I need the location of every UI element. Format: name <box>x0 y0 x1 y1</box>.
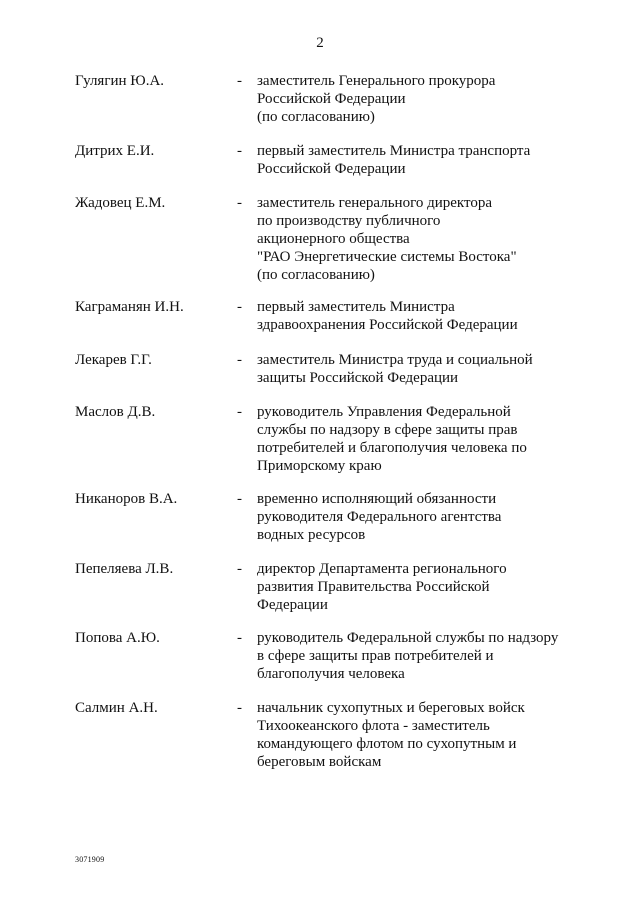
dash-separator: - <box>237 195 242 211</box>
position-line: Приморскому краю <box>257 458 382 474</box>
position-line: заместитель Министра труда и социальной <box>257 352 533 368</box>
position-line: службы по надзору в сфере защиты прав <box>257 422 518 438</box>
person-name: Попова А.Ю. <box>75 630 160 646</box>
position-line: Российской Федерации <box>257 91 406 107</box>
position-line: первый заместитель Министра транспорта <box>257 143 531 159</box>
position-line: в сфере защиты прав потребителей и <box>257 648 494 664</box>
person-name: Пепеляева Л.В. <box>75 561 174 577</box>
page-number: 2 <box>316 35 324 51</box>
position-line: (по согласованию) <box>257 267 375 283</box>
position-line: начальник сухопутных и береговых войск <box>257 700 525 716</box>
person-name: Маслов Д.В. <box>75 404 156 420</box>
position-line: водных ресурсов <box>257 527 366 543</box>
position-description <box>257 629 587 683</box>
position-line: Тихоокеанского флота - заместитель <box>257 718 490 734</box>
position-line: руководителя Федерального агентства <box>257 509 502 525</box>
person-name: Гулягин Ю.А. <box>75 73 165 89</box>
person-name: Никаноров В.А. <box>75 491 178 507</box>
position-line: береговым войскам <box>257 754 382 770</box>
person-name: Салмин А.Н. <box>75 700 158 716</box>
position-description <box>257 490 587 544</box>
position-description <box>257 142 587 178</box>
position-line: директор Департамента регионального <box>257 561 507 577</box>
position-description <box>257 699 587 771</box>
position-line: развития Правительства Российской <box>257 579 490 595</box>
position-description <box>257 351 587 387</box>
dash-separator: - <box>237 561 242 577</box>
person-name: Жадовец Е.М. <box>75 195 166 211</box>
dash-separator: - <box>237 491 242 507</box>
position-line: заместитель генерального директора <box>257 195 493 211</box>
position-line: заместитель Генерального прокурора <box>257 73 496 89</box>
position-line: (по согласованию) <box>257 109 375 125</box>
position-description <box>257 194 587 284</box>
document-code: 3071909 <box>75 855 105 864</box>
position-line: Федерации <box>257 597 328 613</box>
person-name: Дитрих Е.И. <box>75 143 155 159</box>
position-line: по производству публичного <box>257 213 441 229</box>
position-description <box>257 560 587 614</box>
position-line: благополучия человека <box>257 666 405 682</box>
position-line: Российской Федерации <box>257 161 406 177</box>
position-description <box>257 403 587 475</box>
position-line: здравоохранения Российской Федерации <box>257 317 518 333</box>
dash-separator: - <box>237 404 242 420</box>
dash-separator: - <box>237 299 242 315</box>
position-line: "РАО Энергетические системы Востока" <box>257 249 517 265</box>
position-description <box>257 298 587 334</box>
person-name: Лекарев Г.Г. <box>75 352 152 368</box>
dash-separator: - <box>237 700 242 716</box>
position-line: акционерного общества <box>257 231 410 247</box>
position-line: руководитель Федеральной службы по надзору <box>257 630 559 646</box>
position-line: потребителей и благополучия человека по <box>257 440 527 456</box>
dash-separator: - <box>237 352 242 368</box>
position-line: временно исполняющий обязанности <box>257 491 497 507</box>
position-description <box>257 72 587 126</box>
dash-separator: - <box>237 73 242 89</box>
position-line: защиты Российской Федерации <box>257 370 459 386</box>
position-line: руководитель Управления Федеральной <box>257 404 511 420</box>
position-line: командующего флотом по сухопутным и <box>257 736 517 752</box>
dash-separator: - <box>237 143 242 159</box>
person-name: Каграманян И.Н. <box>75 299 184 315</box>
position-line: первый заместитель Министра <box>257 299 455 315</box>
dash-separator: - <box>237 630 242 646</box>
